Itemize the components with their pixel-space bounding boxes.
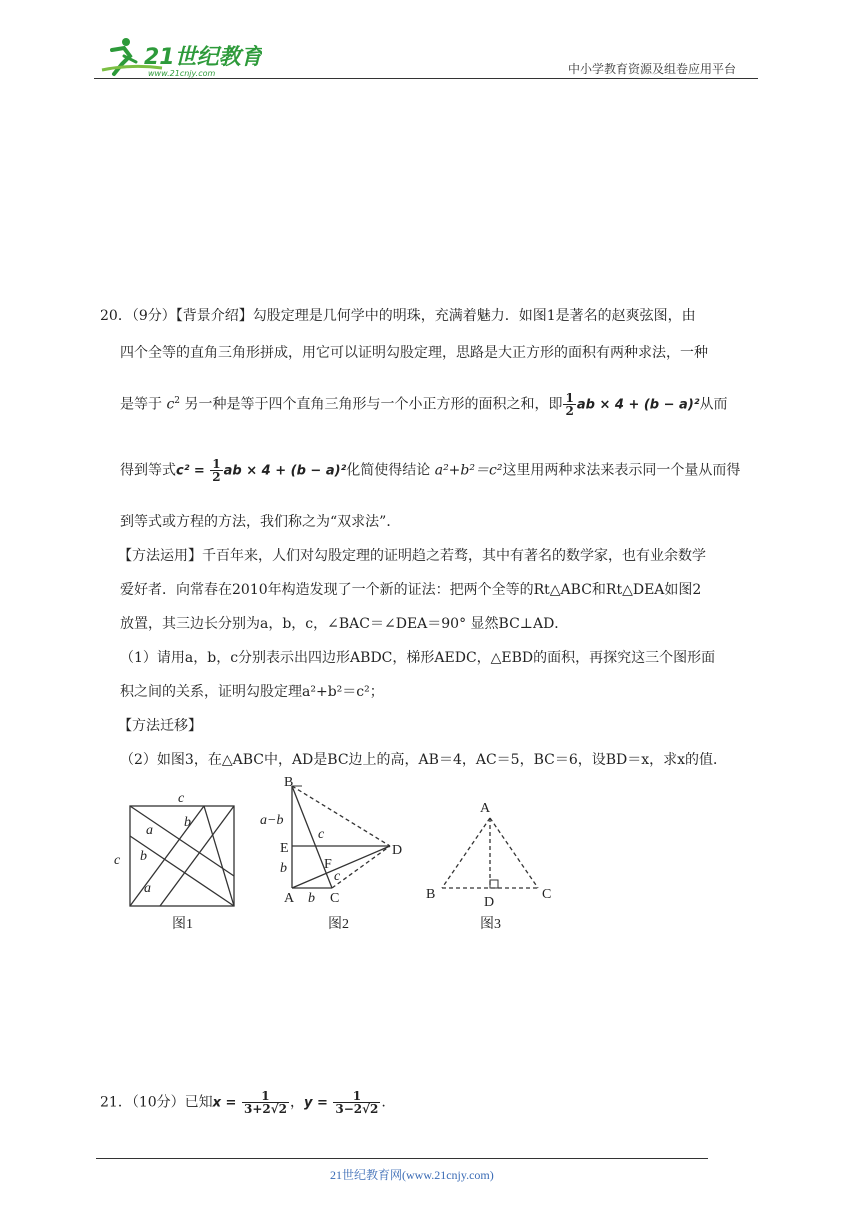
q20-line6: 【方法运用】千百年来，人们对勾股定理的证明趋之若骛，其中有著名的数学家，也有业余数学 bbox=[118, 548, 706, 564]
svg-text:21世纪教育: 21世纪教育 bbox=[144, 45, 262, 70]
svg-text:B: B bbox=[426, 887, 436, 902]
fig3-caption: 图3 bbox=[480, 917, 501, 932]
q20-line4: 得到等式c² = $\frac{1}{2}$ ab × 4 + (b − a)²化简使得结论 a²+b²＝c²这里用两种求法来表示同一个量从而得 bbox=[120, 457, 741, 484]
q20-line12: （2）如图3，在△ABC中，AD是BC边上的高，AB＝4，AC＝5，BC＝6，设BD＝x，求x的值． bbox=[120, 752, 728, 768]
q21-line: 21．（10分）已知x = $\frac{1}{3+2√2}$ ，y = $\frac{1}{3-2√2}$ . bbox=[100, 1089, 386, 1116]
platform-label: 中小学教育资源及组卷应用平台 bbox=[568, 62, 737, 76]
svg-text:C: C bbox=[330, 891, 340, 906]
q20-line8: 放置，其三边长分别为a，b，c，∠BAC＝∠DEA＝90° 显然BC⊥AD． bbox=[120, 616, 569, 632]
fig1-label-a-2: a bbox=[144, 881, 151, 896]
fig1-label-a-1: a bbox=[146, 823, 153, 838]
q20-line2: 四个全等的直角三角形拼成，用它可以证明勾股定理，思路是大正方形的面积有两种求法，一种 bbox=[120, 345, 708, 361]
q20-line5: 到等式或方程的方法，我们称之为“双求法”． bbox=[120, 514, 401, 530]
q20-line7: 爱好者．向常春在2010年构造发现了一个新的证法：把两个全等的Rt△ABC和Rt△DEA如图2 bbox=[120, 582, 702, 598]
fig1-label-c-top: c bbox=[178, 791, 185, 806]
svg-text:A: A bbox=[284, 891, 295, 906]
header-divider bbox=[94, 78, 758, 79]
q20-line10: 积之间的关系，证明勾股定理a²+b²＝c²； bbox=[120, 684, 384, 700]
footer-text: 21世纪教育网(www.21cnjy.com) bbox=[330, 1168, 494, 1182]
logo bbox=[92, 34, 262, 80]
footer-divider bbox=[96, 1158, 708, 1159]
fraction-half: $\frac{1}{2}$ bbox=[565, 391, 574, 418]
svg-text:b: b bbox=[308, 891, 315, 906]
fig1-caption: 图1 bbox=[172, 917, 193, 932]
q20-line11: 【方法迁移】 bbox=[118, 718, 202, 734]
fig1-label-c-left: c bbox=[114, 853, 121, 868]
figure-3-triangle bbox=[442, 818, 538, 888]
q20-line3: 是等于 $c^2$ 另一种是等于四个直角三角形与一个小正方形的面积之和，即 $\frac{1}{2}$ ab × 4 + (b − a)²从而 bbox=[120, 391, 728, 418]
fig1-label-b-1: b bbox=[184, 815, 191, 830]
fig2-caption: 图2 bbox=[328, 917, 349, 932]
svg-text:F: F bbox=[324, 857, 332, 872]
svg-text:D: D bbox=[392, 843, 403, 858]
svg-text:B: B bbox=[284, 775, 294, 790]
fig1-label-b-2: b bbox=[140, 849, 147, 864]
figure-2-diagram bbox=[292, 786, 390, 888]
svg-text:b: b bbox=[280, 861, 287, 876]
svg-text:A: A bbox=[480, 801, 491, 816]
figures bbox=[110, 772, 570, 942]
svg-text:c: c bbox=[334, 869, 341, 884]
svg-text:www.21cnjy.com: www.21cnjy.com bbox=[148, 69, 216, 78]
svg-text:C: C bbox=[542, 887, 552, 902]
svg-text:D: D bbox=[484, 895, 495, 910]
q20-line9: （1）请用a，b，c分别表示出四边形ABDC，梯形AEDC，△EBD的面积，再探究这三个图形面 bbox=[120, 650, 716, 666]
q20-line1: 20．（9分）【背景介绍】勾股定理是几何学中的明珠，充满着魅力．如图1是著名的赵爽弦图，由 bbox=[100, 308, 696, 324]
svg-text:c: c bbox=[318, 827, 325, 842]
svg-text:E: E bbox=[280, 841, 289, 856]
svg-text:a−b: a−b bbox=[260, 813, 284, 828]
